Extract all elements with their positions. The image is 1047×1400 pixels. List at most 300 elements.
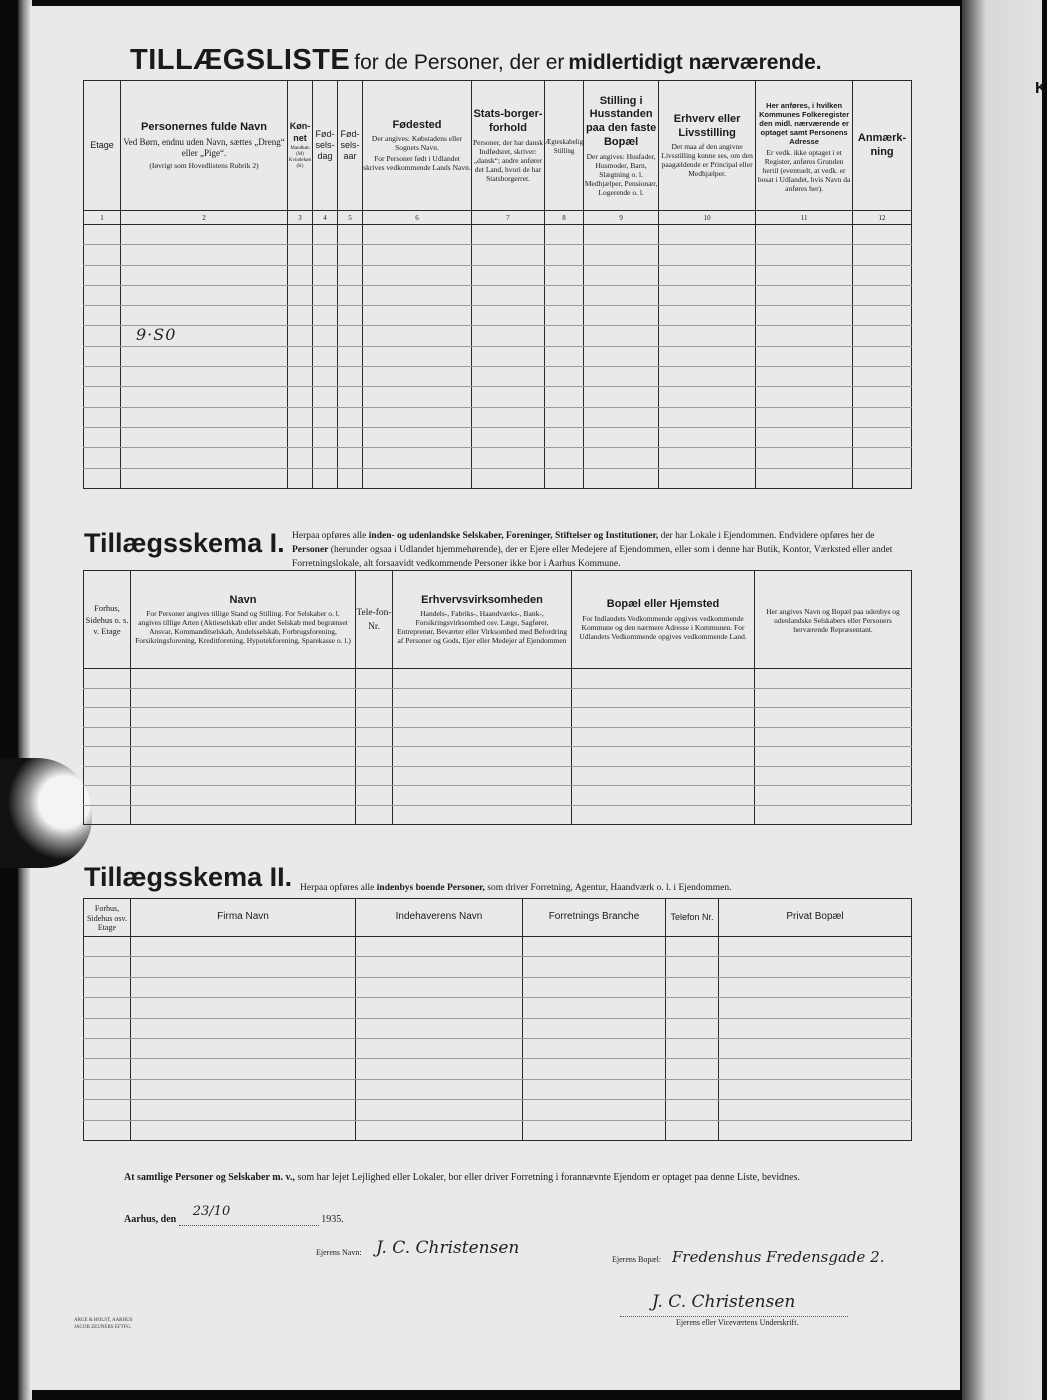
table-cell [545, 367, 584, 387]
table-cell [356, 937, 523, 957]
colnum: 9 [584, 211, 659, 225]
table-row [84, 1120, 912, 1140]
table-row [84, 727, 912, 747]
year: 1935. [321, 1214, 344, 1225]
table-row [84, 688, 912, 708]
table-cell [313, 245, 338, 265]
table-cell [288, 427, 313, 447]
table-cell [121, 346, 288, 366]
colnum: 8 [545, 211, 584, 225]
table-cell [121, 448, 288, 468]
table-cell [659, 448, 756, 468]
table-cell [313, 387, 338, 407]
table-cell [338, 468, 363, 488]
table-cell [131, 688, 356, 708]
table-cell [288, 407, 313, 427]
table-cell [545, 448, 584, 468]
table-cell [523, 1018, 666, 1038]
table-cell [84, 407, 121, 427]
table-cell [472, 346, 545, 366]
table-cell [84, 957, 131, 977]
table-cell [288, 225, 313, 245]
table-cell [313, 265, 338, 285]
table-row [84, 427, 912, 447]
table-cell [756, 225, 853, 245]
table-cell [131, 1038, 356, 1058]
table-cell [666, 937, 719, 957]
colnum: 4 [313, 211, 338, 225]
table-row [84, 448, 912, 468]
table-cell [356, 708, 393, 728]
table-cell [853, 407, 912, 427]
table-row [84, 747, 912, 767]
table-cell [523, 1038, 666, 1058]
table-cell [84, 805, 131, 825]
table-row [84, 669, 912, 689]
table-cell [356, 1018, 523, 1038]
table-cell [84, 747, 131, 767]
table-cell [363, 306, 472, 326]
table-cell [472, 245, 545, 265]
table-cell [853, 245, 912, 265]
table-cell [131, 805, 356, 825]
table-cell [313, 407, 338, 427]
table-row [84, 1059, 912, 1079]
table-cell [356, 805, 393, 825]
table-row [84, 407, 912, 427]
table-cell [755, 727, 912, 747]
table-cell [666, 1038, 719, 1058]
col-navn: Personernes fulde Navn Ved Børn, endnu uden Navn, sættes „Dreng“ eller „Pige“. (Iøvrigt som Hovedlistens Rubrik 2) [121, 81, 288, 211]
table-row [84, 766, 912, 786]
table-cell [719, 1018, 912, 1038]
table-cell [755, 708, 912, 728]
table-cell [756, 265, 853, 285]
table-cell [288, 387, 313, 407]
title-bold: midlertidigt nærværende. [568, 51, 822, 74]
table-cell [84, 669, 131, 689]
table-row [84, 1100, 912, 1120]
table-cell [363, 468, 472, 488]
skema1-rows [84, 669, 912, 825]
table-cell [545, 225, 584, 245]
table-cell [356, 727, 393, 747]
table-cell [313, 468, 338, 488]
table-cell [356, 1038, 523, 1058]
table-cell [584, 326, 659, 346]
table-cell [393, 688, 572, 708]
s1-col-bopael: Bopæl eller Hjemsted For Indlandets Vedkommende opgives vedkommende Kommune og den nærmere Adresse i Kommunen. For Udlandets Vedkommende opgives vedkommende Land. [572, 571, 755, 669]
s1-col-etage: Forhus, Sidehus o. s. v. Etage [84, 571, 131, 669]
table-cell [545, 468, 584, 488]
table-cell [338, 387, 363, 407]
table-cell [545, 265, 584, 285]
table-row [84, 468, 912, 488]
table-cell [472, 407, 545, 427]
table-cell [756, 367, 853, 387]
owner-address-value: Fredenshus Fredensgade 2. [672, 1248, 885, 1266]
table-cell [472, 285, 545, 305]
table-cell [84, 468, 121, 488]
table-cell [121, 387, 288, 407]
table-cell [756, 448, 853, 468]
table-cell [756, 387, 853, 407]
table-cell [131, 786, 356, 806]
table-cell [363, 285, 472, 305]
table-cell [313, 306, 338, 326]
table-cell [719, 1079, 912, 1099]
table-cell [84, 306, 121, 326]
date-line [124, 1204, 344, 1226]
next-page-letter: K [1035, 80, 1047, 97]
table-cell [84, 1018, 131, 1038]
table-cell [363, 346, 472, 366]
attestation-statement: At samtlige Personer og Selskaber m. v., som har lejet Lejlighed eller Lokaler, bor eller driver Forretning i forannævnte Ejendom er optaget paa denne Liste, bevidnes. [124, 1172, 800, 1183]
table-cell [756, 468, 853, 488]
table-cell [356, 766, 393, 786]
table-cell [584, 346, 659, 366]
table-cell [756, 326, 853, 346]
skema1-title: Tillægsskema I. [84, 528, 285, 558]
table-cell [338, 245, 363, 265]
table-cell [472, 225, 545, 245]
table-cell [131, 1100, 356, 1120]
table-cell [313, 326, 338, 346]
table-cell [121, 367, 288, 387]
table-row [84, 346, 912, 366]
table-cell [719, 957, 912, 977]
table-cell [659, 367, 756, 387]
table-cell [545, 245, 584, 265]
table-row [84, 1038, 912, 1058]
table-cell [584, 468, 659, 488]
table-cell [572, 708, 755, 728]
table-cell [131, 669, 356, 689]
col-foedselsdag: Fød-sels-dag [313, 81, 338, 211]
table-cell [338, 346, 363, 366]
table-cell [472, 448, 545, 468]
table-cell [121, 407, 288, 427]
table-cell [756, 285, 853, 305]
table-cell [288, 306, 313, 326]
table-cell [472, 326, 545, 346]
colnum: 7 [472, 211, 545, 225]
table-cell [363, 367, 472, 387]
table-cell [288, 367, 313, 387]
table-cell [853, 427, 912, 447]
table-cell [84, 387, 121, 407]
table-cell [121, 427, 288, 447]
table-cell [584, 367, 659, 387]
table-cell [356, 1120, 523, 1140]
table-cell [756, 245, 853, 265]
col-koennet: Køn-net Mandkøn (M) Kvindekøn (K) [288, 81, 313, 211]
table-cell [584, 407, 659, 427]
table-cell [338, 326, 363, 346]
tillaegsliste-rows [84, 225, 912, 489]
table-cell [584, 285, 659, 305]
table-cell [584, 265, 659, 285]
colnum: 11 [756, 211, 853, 225]
table-cell [545, 285, 584, 305]
table-cell [584, 245, 659, 265]
col-anmaerkning: Anmærk-ning [853, 81, 912, 211]
skema1-table [83, 570, 912, 825]
table-cell [572, 747, 755, 767]
table-row [84, 998, 912, 1018]
col-erhverv: Erhverv eller Livsstilling Det maa af den angivne Livsstilling kunne ses, om den paagældende er Principal eller Medhjælper. [659, 81, 756, 211]
table-cell [84, 326, 121, 346]
table-cell [84, 285, 121, 305]
table-cell [853, 387, 912, 407]
colnum: 10 [659, 211, 756, 225]
table-cell [313, 448, 338, 468]
table-cell [472, 468, 545, 488]
table-cell [659, 285, 756, 305]
table-cell [659, 225, 756, 245]
table-row [84, 306, 912, 326]
table-cell [523, 957, 666, 977]
table-cell [393, 747, 572, 767]
table-cell [356, 1079, 523, 1099]
table-row [84, 326, 912, 346]
table-cell [393, 708, 572, 728]
table-cell [755, 669, 912, 689]
table-cell [84, 265, 121, 285]
next-page-edge [962, 0, 1042, 1400]
table-cell [659, 326, 756, 346]
table-cell [121, 225, 288, 245]
table-cell [659, 427, 756, 447]
table-cell [755, 786, 912, 806]
caretaker-signature: J. C. Christensen [652, 1292, 796, 1312]
table-cell [584, 387, 659, 407]
colnum: 12 [853, 211, 912, 225]
table-cell [572, 669, 755, 689]
table-cell [719, 1038, 912, 1058]
table-cell [523, 937, 666, 957]
table-row [84, 367, 912, 387]
table-cell [523, 1100, 666, 1120]
table-cell [472, 265, 545, 285]
handwritten-mark: 9·S0 [136, 325, 177, 344]
table-cell [84, 1059, 131, 1079]
table-cell [131, 957, 356, 977]
table-cell [756, 407, 853, 427]
table-cell [666, 1079, 719, 1099]
table-cell [719, 998, 912, 1018]
table-cell [84, 937, 131, 957]
s2-col-branche: Forretnings Branche [523, 899, 666, 937]
table-cell [572, 766, 755, 786]
table-cell [131, 998, 356, 1018]
table-cell [584, 448, 659, 468]
table-cell [853, 326, 912, 346]
table-cell [338, 367, 363, 387]
table-row [84, 1079, 912, 1099]
table-row [84, 1018, 912, 1038]
table-cell [545, 427, 584, 447]
table-cell [356, 669, 393, 689]
table-cell [572, 786, 755, 806]
table-cell [393, 786, 572, 806]
table-cell [84, 225, 121, 245]
skema1-description: Herpaa opføres alle inden- og udenlandske Selskaber, Foreninger, Stiftelser og Institutioner, der har Lokale i Ejendommen. Endvidere opføres her de Personer (herunder ogsaa i Udlandet hjemmehørende), der er Ejere eller Medejere af Ejendommen, eller som i denne har Butik, Kontor, Værksted eller andet Forretningslokale, alt forsaavidt vedkommende Personer ikke bor i Aarhus Kommune. [292, 531, 893, 569]
table-cell [131, 747, 356, 767]
table-cell [84, 1120, 131, 1140]
table-cell [756, 427, 853, 447]
table-cell [121, 306, 288, 326]
table-cell [84, 977, 131, 997]
table-row [84, 977, 912, 997]
table-cell [313, 225, 338, 245]
s1-col-erhverv: Erhvervsvirksomheden Handels-, Fabriks-, Haandværks-, Bank-, Forsikringsvirksomhed osv. Læge, Sagfører, Entreprenør, Beværter eller Virksomhed med Befordring af Personer og Gods, Ejer eller Medejer af Ejendommen [393, 571, 572, 669]
table-cell [523, 998, 666, 1018]
table-cell [363, 326, 472, 346]
owner-name-signature: J. C. Christensen [376, 1238, 520, 1258]
table-cell [313, 427, 338, 447]
table-cell [853, 448, 912, 468]
table-cell [666, 957, 719, 977]
table-cell [288, 326, 313, 346]
skema2-table [83, 898, 912, 1141]
table-cell [666, 998, 719, 1018]
table-row [84, 937, 912, 957]
handwritten-date: 23/10 [192, 1204, 231, 1219]
table-cell [356, 688, 393, 708]
table-cell [659, 346, 756, 366]
colnum: 3 [288, 211, 313, 225]
table-cell [131, 727, 356, 747]
signature-line [620, 1316, 848, 1317]
table-cell [719, 937, 912, 957]
table-cell [313, 346, 338, 366]
table-cell [853, 468, 912, 488]
table-cell [853, 367, 912, 387]
table-cell [356, 747, 393, 767]
table-cell [472, 387, 545, 407]
table-cell [84, 1038, 131, 1058]
table-row [84, 225, 912, 245]
table-cell [338, 285, 363, 305]
table-cell [545, 346, 584, 366]
table-cell [84, 708, 131, 728]
table-cell [288, 245, 313, 265]
table-cell [572, 805, 755, 825]
table-row [84, 387, 912, 407]
col-foedselsaar: Fød-sels-aar [338, 81, 363, 211]
table-cell [84, 367, 121, 387]
colnum: 2 [121, 211, 288, 225]
table-cell [313, 367, 338, 387]
colnum: 5 [338, 211, 363, 225]
colnum: 6 [363, 211, 472, 225]
table-cell [131, 1059, 356, 1079]
table-cell [84, 1079, 131, 1099]
title-main: TILLÆGSLISTE [130, 44, 351, 76]
col-statsborgerforhold: Stats-borger-forhold Personer, der har dansk Indfødsret, skriver: „dansk“; andre anfører det Land, hvori de har Statsborgerret. [472, 81, 545, 211]
table-cell [755, 766, 912, 786]
table-cell [121, 265, 288, 285]
table-cell [356, 977, 523, 997]
place-label: Aarhus, den [124, 1214, 177, 1225]
table-cell [572, 727, 755, 747]
table-cell [853, 285, 912, 305]
table-cell [659, 387, 756, 407]
table-row [84, 265, 912, 285]
table-cell [756, 306, 853, 326]
table-cell [131, 766, 356, 786]
table-row [84, 805, 912, 825]
table-cell [659, 407, 756, 427]
table-cell [545, 306, 584, 326]
skema2-title: Tillægsskema II. [84, 862, 293, 892]
table-cell [666, 1059, 719, 1079]
table-cell [584, 225, 659, 245]
table-cell [356, 957, 523, 977]
table-cell [363, 245, 472, 265]
table-cell [719, 1059, 912, 1079]
table-cell [523, 977, 666, 997]
table-cell [84, 346, 121, 366]
table-cell [363, 448, 472, 468]
col-aegteskabelig: Ægteskabelig Stilling [545, 81, 584, 211]
table-cell [393, 766, 572, 786]
table-cell [545, 407, 584, 427]
table-cell [84, 766, 131, 786]
s2-col-etage: Forhus, Sidehus osv. Etage [84, 899, 131, 937]
s2-col-bopael: Privat Bopæl [719, 899, 912, 937]
table-cell [338, 448, 363, 468]
table-cell [393, 727, 572, 747]
col-folkeregister: Her anføres, i hvilken Kommunes Folkeregister den midl. nærværende er optaget samt Personens Adresse Er vedk. ikke optaget i et Register, anføres Grunden hertil (eventuelt, at vedk. er bosat i Udlandet, hvis Navn da anføres her). [756, 81, 853, 211]
table-cell [472, 367, 545, 387]
table-cell [288, 448, 313, 468]
table-cell [666, 1120, 719, 1140]
table-row [84, 245, 912, 265]
table-cell [666, 1018, 719, 1038]
table-cell [363, 225, 472, 245]
table-cell [313, 285, 338, 305]
table-cell [472, 427, 545, 447]
table-cell [659, 265, 756, 285]
s1-col-repraesentant: Her angives Navn og Bopæl paa udenbys og udenlandske Selskabers eller Personers herværende Repræsentant. [755, 571, 912, 669]
s2-col-firma: Firma Navn [131, 899, 356, 937]
table-cell [84, 727, 131, 747]
table-cell [131, 937, 356, 957]
title-rest: for de Personer, der er [354, 51, 565, 74]
table-cell [131, 1018, 356, 1038]
table-cell [755, 688, 912, 708]
table-cell [288, 346, 313, 366]
table-cell [755, 805, 912, 825]
table-cell [853, 265, 912, 285]
table-cell [523, 1079, 666, 1099]
table-row [84, 708, 912, 728]
table-cell [84, 448, 121, 468]
table-cell [853, 225, 912, 245]
skema2-rows [84, 937, 912, 1141]
table-row [84, 786, 912, 806]
owner-address-label: Ejerens Bopæl: [612, 1255, 662, 1264]
signature-label: Ejerens eller Viceværtens Underskrift. [676, 1318, 799, 1327]
table-cell [356, 786, 393, 806]
table-cell [659, 306, 756, 326]
table-cell [338, 407, 363, 427]
table-cell [84, 427, 121, 447]
table-cell [584, 306, 659, 326]
colnum: 1 [84, 211, 121, 225]
